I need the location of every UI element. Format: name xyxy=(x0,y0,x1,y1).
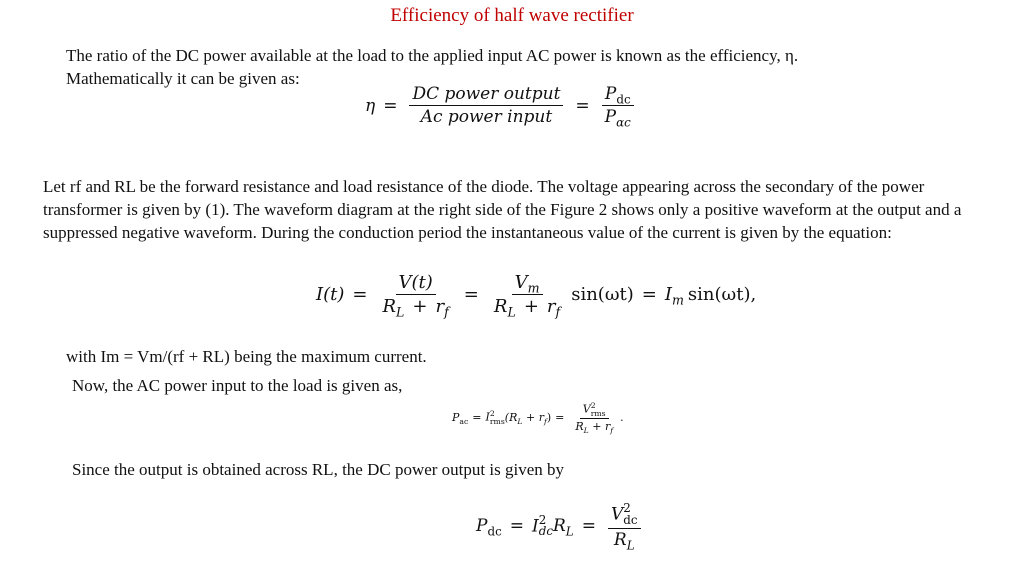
resistance-denominator xyxy=(491,295,563,320)
squared-superscript: 2 xyxy=(538,512,547,527)
dc-power-output-term: DC power output xyxy=(409,84,563,106)
sine-term: sin(ωt) xyxy=(571,284,634,305)
ac-power-input-term: Ac power input xyxy=(420,107,553,127)
i-symbol: I xyxy=(531,515,539,536)
paren-close: ) xyxy=(546,411,552,425)
l-subscript: L xyxy=(565,524,574,539)
l-subscript: L xyxy=(626,538,635,553)
f-subscript: f xyxy=(555,304,561,320)
dc-subscript: dc xyxy=(616,92,631,107)
p-dc-term xyxy=(602,84,634,106)
equals-sign: = xyxy=(509,516,524,537)
vm-over-resistance-fraction xyxy=(491,272,563,320)
resistance-sum xyxy=(504,411,552,427)
dc-power-equation xyxy=(476,501,645,553)
voltage-over-resistance-fraction xyxy=(379,272,451,320)
v-symbol: V xyxy=(514,272,528,293)
p-symbol: P xyxy=(452,411,460,425)
resistance-paragraph: Let rf and RL be the forward resistance and load resistance of the diode. The voltage appearing across the secondary of the power transformer is given by (1). The waveform diagram at the right side of the Figure 2 shows only a positive waveform at the output and a suppressed negative waveform. During the conduction period the instantaneous value of the current is given by the equation: xyxy=(43,177,962,242)
squared-superscript: 2 xyxy=(623,501,631,515)
i-symbol: I xyxy=(664,284,672,305)
p-ac-term xyxy=(602,106,634,130)
l-subscript: L xyxy=(583,426,589,436)
f-subscript: f xyxy=(543,417,547,427)
pac-lhs xyxy=(452,411,469,427)
p-symbol: P xyxy=(604,107,617,127)
r-symbol: R xyxy=(613,529,627,550)
dc-subscript: dc xyxy=(623,512,638,527)
equals-sign: = xyxy=(383,95,398,116)
p-ratio-fraction xyxy=(602,84,634,130)
p-symbol: P xyxy=(604,84,617,104)
r-symbol: R xyxy=(493,296,508,317)
r-symbol: R xyxy=(552,516,566,537)
equals-sign: = xyxy=(641,284,657,305)
intro-line-1: The ratio of the DC power available at the load to the applied input AC power is known as the efficiency, η. xyxy=(66,46,799,65)
l-subscript: L xyxy=(517,417,523,427)
vm-numerator xyxy=(512,272,543,295)
dc-subscript: dc xyxy=(538,524,553,539)
equals-sign: = xyxy=(463,284,479,305)
paren-open-r: (R xyxy=(504,411,518,425)
vdc-squared xyxy=(608,503,641,529)
idc-squared xyxy=(531,512,553,539)
current-lhs: I(t) xyxy=(316,284,345,305)
l-subscript: L xyxy=(396,304,405,320)
m-subscript: m xyxy=(671,292,684,308)
vdc-fraction xyxy=(608,501,641,553)
sine-term: sin(ωt), xyxy=(687,284,757,305)
vrms-squared xyxy=(580,402,609,419)
v-symbol: V xyxy=(610,504,624,525)
equals-sign: = xyxy=(472,411,482,425)
efficiency-equation xyxy=(365,84,638,130)
equals-sign: = xyxy=(352,284,368,305)
ac-power-equation xyxy=(452,401,624,436)
rms-subscript: rms xyxy=(590,408,606,418)
ac-power-paragraph: Now, the AC power input to the load is given as, xyxy=(72,376,403,395)
plus-r: + r xyxy=(588,420,611,434)
l-subscript: L xyxy=(507,304,516,320)
squared-superscript: 2 xyxy=(590,401,596,410)
plus-sign: + xyxy=(412,296,428,317)
power-ratio-fraction xyxy=(409,84,563,127)
im-symbol xyxy=(664,284,684,308)
r-symbol: R xyxy=(382,296,397,317)
period: . xyxy=(620,411,624,425)
pdc-lhs xyxy=(476,516,502,539)
rms-subscript: rms xyxy=(489,416,505,426)
resistance-denominator xyxy=(379,295,451,320)
f-subscript: f xyxy=(610,426,614,436)
m-subscript: m xyxy=(527,280,540,296)
plus-sign: + xyxy=(523,296,539,317)
squared-superscript: 2 xyxy=(489,409,495,418)
eta-symbol: η xyxy=(365,95,376,116)
r-symbol: r xyxy=(435,296,445,317)
rl-denominator xyxy=(611,529,638,553)
rl-term xyxy=(552,516,574,539)
vrms-fraction xyxy=(572,401,616,436)
equals-sign: = xyxy=(555,411,565,425)
plus-r: + r xyxy=(522,411,544,425)
resistance-denominator xyxy=(572,419,616,436)
equals-sign: = xyxy=(575,95,590,116)
p-symbol: P xyxy=(476,516,488,537)
slide-title: Efficiency of half wave rectifier xyxy=(390,5,634,26)
r-symbol: r xyxy=(546,296,556,317)
vt-numerator: V(t) xyxy=(396,272,436,295)
irms-squared xyxy=(486,410,505,425)
current-equation xyxy=(316,272,757,320)
intro-line-2: Mathematically it can be given as: xyxy=(66,69,300,88)
ac-subscript: αc xyxy=(616,115,631,130)
v-symbol: V xyxy=(582,402,591,416)
i-symbol: I xyxy=(485,410,490,424)
r-symbol: R xyxy=(575,420,584,434)
f-subscript: f xyxy=(444,304,449,320)
equals-sign: = xyxy=(581,516,596,537)
ac-subscript: ac xyxy=(459,417,469,427)
max-current-paragraph: with Im = Vm/(rf + RL) being the maximum current. xyxy=(66,347,427,366)
dc-subscript: dc xyxy=(487,524,502,539)
dc-power-paragraph: Since the output is obtained across RL, the DC power output is given by xyxy=(72,460,564,479)
